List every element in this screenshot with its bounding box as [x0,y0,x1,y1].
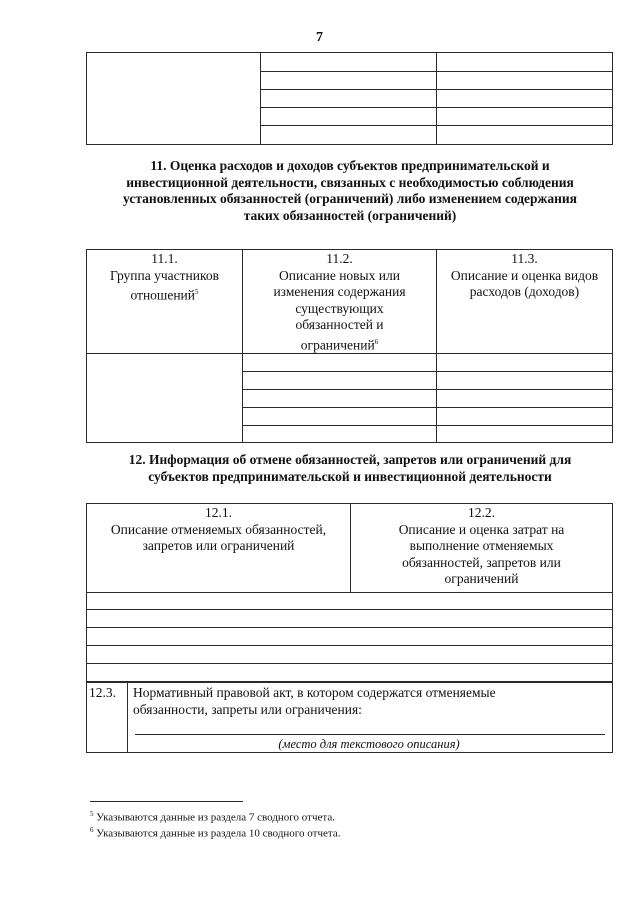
footnote-ref-6: 6 [374,337,379,346]
page-number: 7 [316,30,323,45]
col-11-1-header: 11.1. Группа участников отношений$^5$ [110,251,219,303]
footnote-5: $^5$ Указываются данные из раздела 7 сводного отчета. [90,810,335,824]
text-description-placeholder: (место для текстового описания) [278,737,460,751]
section-11-title: 11. Оценка расходов и доходов субъектов предпринимательской и инвестиционной деятельности, связанных с необходимостью соблюдения установленных обязанностей (ограничений) либо изменением содержания таких обязанностей (ограничений) [123,158,577,223]
section-12-title: 12. Информация об отмене обязанностей, запретов или ограничений для субъектов предпринимательской и инвестиционной деятельности [128,452,572,484]
col-12-2-header: 12.2. Описание и оценка затрат на выполнение отменяемых обязанностей, запретов или ограничений [398,505,565,586]
item-12-3-number: 12.3. [89,685,116,700]
col-11-3-header: 11.3. Описание и оценка видов расходов (доходов) [450,251,599,299]
item-12-3-text: Нормативный правовой акт, в котором содержатся отменяемые обязанности, запреты или ограничения: [133,685,496,717]
footnote-ref-5: 5 [195,288,199,296]
continued-table [86,52,613,145]
footnote-6: $^6$ Указываются данные из раздела 10 сводного отчета. [90,826,341,840]
text-description-line [135,734,605,735]
footnote-separator [90,801,243,802]
col-12-1-header: 12.1. Описание отменяемых обязанностей, запретов или ограничений [110,505,327,553]
col-11-2-header: 11.2. Описание новых или изменения содержания существующих обязанностей и ограничений$^6$ [273,251,406,352]
